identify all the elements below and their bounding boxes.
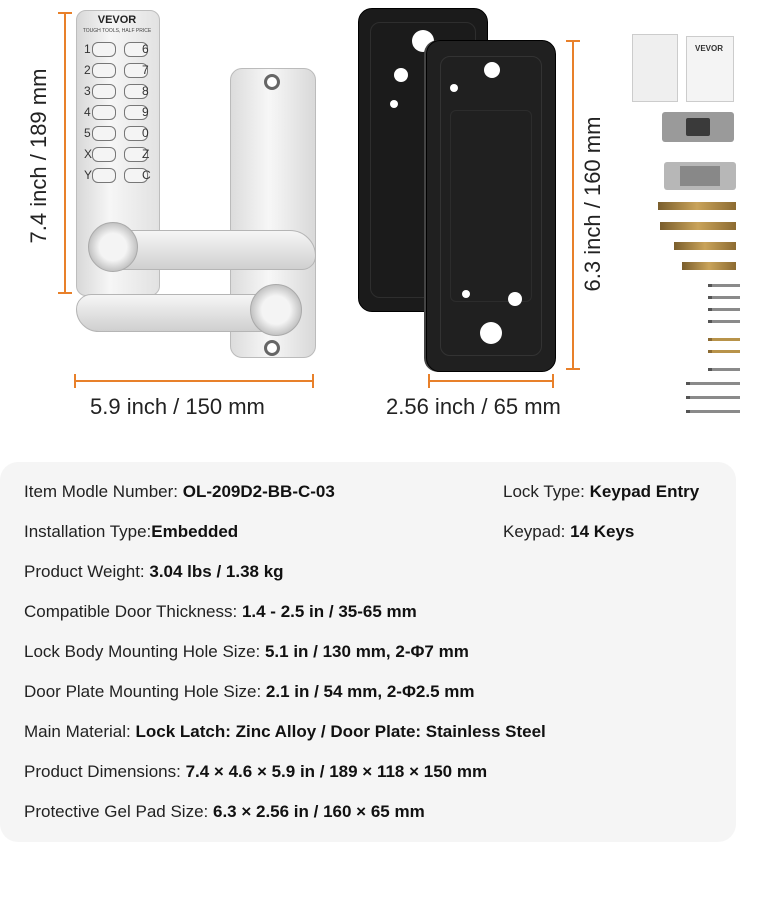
spec-material: Main Material: Lock Latch: Zinc Alloy / Door Plate: Stainless Steel xyxy=(24,722,546,741)
spec-model: Item Modle Number: OL-209D2-BB-C-03 xyxy=(24,482,335,501)
screw xyxy=(686,382,740,385)
spec-lock-type: Lock Type: Keypad Entry xyxy=(503,482,700,501)
lock-illustration xyxy=(0,0,330,440)
spec-door-thickness: Compatible Door Thickness: 1.4 - 2.5 in / 35-65 mm xyxy=(24,602,417,621)
lock-width-dimension-line xyxy=(74,380,314,382)
manual-brand: VEVOR xyxy=(694,44,723,53)
key-button[interactable] xyxy=(92,105,116,120)
pad-hole xyxy=(450,84,458,92)
keypad-row xyxy=(84,42,154,57)
lower-rose xyxy=(250,284,302,336)
spec-dimensions: Product Dimensions: 7.4 × 4.6 × 5.9 in / 189 × 118 × 150 mm xyxy=(24,762,488,781)
key-label-right: Z xyxy=(142,147,150,161)
brand-tagline: TOUGH TOOLS, HALF PRICE xyxy=(82,28,152,34)
gel-pads-illustration xyxy=(350,0,620,440)
screw xyxy=(686,410,740,413)
keypad-row xyxy=(84,147,154,162)
screw xyxy=(708,338,740,341)
accessories-illustration xyxy=(624,0,768,440)
screw xyxy=(708,284,740,287)
pad-hole xyxy=(394,68,408,82)
key-label-right: C xyxy=(142,168,151,182)
key-button[interactable] xyxy=(92,63,116,78)
upper-rose xyxy=(88,222,138,272)
brand-logo: VEVOR xyxy=(97,14,137,26)
key-label-left: 1 xyxy=(84,42,91,56)
key-label-right: 6 xyxy=(142,42,149,56)
pad-hole xyxy=(390,100,398,108)
key-button[interactable] xyxy=(92,84,116,99)
keypad-row xyxy=(84,63,154,78)
specifications-card xyxy=(0,462,736,842)
manual-sheet xyxy=(632,34,678,102)
pad-width-label: 2.56 inch / 65 mm xyxy=(386,394,561,419)
key-button[interactable] xyxy=(92,147,116,162)
spec-weight: Product Weight: 3.04 lbs / 1.38 kg xyxy=(24,562,284,581)
key-label-right: 8 xyxy=(142,84,149,98)
key-label-right: 7 xyxy=(142,63,149,77)
key-button[interactable] xyxy=(92,168,116,183)
keypad-row xyxy=(84,168,154,183)
screw xyxy=(708,350,740,353)
spec-body-hole: Lock Body Mounting Hole Size: 5.1 in / 130 mm, 2-Φ7 mm xyxy=(24,642,469,661)
spindle xyxy=(674,242,736,250)
pad-height-label: 6.3 inch / 160 mm xyxy=(580,116,605,292)
key-label-left: X xyxy=(84,147,93,161)
spindle xyxy=(660,222,736,230)
screw xyxy=(708,308,740,311)
screw-hole-bottom xyxy=(264,340,280,356)
key-label-left: 2 xyxy=(84,63,91,77)
key-label-right: 0 xyxy=(142,126,149,140)
pad-hole xyxy=(508,292,522,306)
spec-installation: Installation Type:Embedded xyxy=(24,522,239,541)
keypad-row xyxy=(84,84,154,99)
pad-hole xyxy=(484,62,500,78)
spec-gel-pad: Protective Gel Pad Size: 6.3 × 2.56 in / 160 × 65 mm xyxy=(24,802,425,821)
spec-keypad: Keypad: 14 Keys xyxy=(503,522,635,541)
key-label-left: 3 xyxy=(84,84,91,98)
key-button[interactable] xyxy=(92,42,116,57)
key-label-right: 9 xyxy=(142,105,149,119)
key-label-left: Y xyxy=(84,168,93,182)
screw xyxy=(708,296,740,299)
pad-width-dimension-line xyxy=(428,380,554,382)
screw xyxy=(686,396,740,399)
screw xyxy=(708,320,740,323)
keypad-row xyxy=(84,105,154,120)
pad-hole xyxy=(462,290,470,298)
spindle xyxy=(658,202,736,210)
screw-hole-top xyxy=(264,74,280,90)
spindle xyxy=(682,262,736,270)
key-label-left: 5 xyxy=(84,126,91,140)
lock-height-label: 7.4 inch / 189 mm xyxy=(26,68,51,244)
spec-plate-hole: Door Plate Mounting Hole Size: 2.1 in / 54 mm, 2-Φ2.5 mm xyxy=(24,682,475,701)
screw xyxy=(708,368,740,371)
key-button[interactable] xyxy=(92,126,116,141)
keypad-row xyxy=(84,126,154,141)
lock-height-dimension-line xyxy=(64,12,66,294)
key-label-left: 4 xyxy=(84,105,91,119)
pad-hole xyxy=(480,322,502,344)
pad-height-dimension-line xyxy=(572,40,574,370)
lock-width-label: 5.9 inch / 150 mm xyxy=(90,394,265,419)
